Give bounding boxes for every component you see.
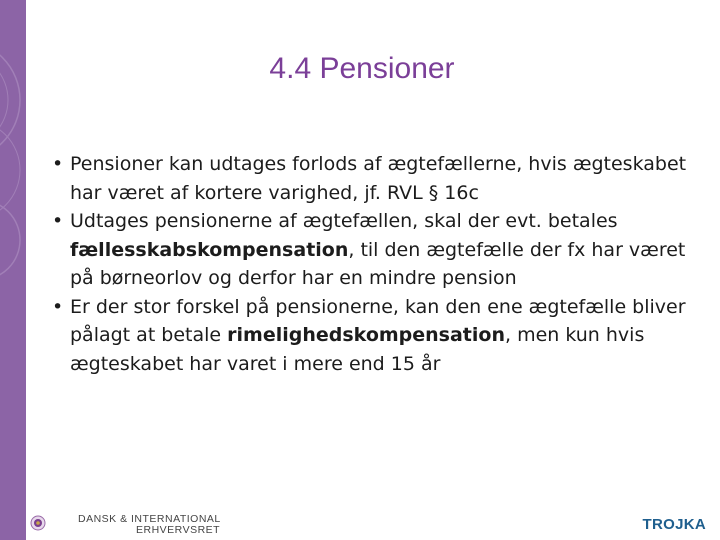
bullet-item xyxy=(52,293,692,379)
org-line-2: ERHVERVSRET xyxy=(136,524,221,536)
bullet-text: Pensioner kan udtages forlods af ægtefællerne, hvis ægteskabet har været af kortere varighed, jf. RVL § 16c xyxy=(70,153,687,204)
bullet-text: Er der stor forskel på pensionerne, kan den ene ægtefælle bliver pålagt at betale xyxy=(70,295,686,346)
bullet-item xyxy=(52,207,692,293)
bullet-marker: • xyxy=(52,153,64,175)
bullet-text: Udtages pensionerne af ægtefællen, skal der evt. betales xyxy=(70,210,618,232)
bullet-list xyxy=(52,150,692,378)
org-name xyxy=(78,514,221,536)
bullet-text: , men kun hvis ægteskabet har varet i mere end 15 år xyxy=(70,324,645,375)
org-logo-icon xyxy=(30,515,46,531)
bullet-marker: • xyxy=(52,295,64,318)
bullet-bold-term: fællesskabskompensation xyxy=(70,238,349,261)
org-line-1: DANSK & INTERNATIONAL xyxy=(78,513,221,525)
bullet-item xyxy=(52,150,692,207)
bullet-marker: • xyxy=(52,210,64,232)
bullet-bold-term: rimelighedskompensation xyxy=(227,324,505,346)
slide-title: 4.4 Pensioner xyxy=(269,52,455,85)
brand-logo: TROJKA xyxy=(642,516,706,533)
bullet-text: , til den ægtefælle der fx har været på børneorlov og derfor har en mindre pension xyxy=(70,238,686,289)
